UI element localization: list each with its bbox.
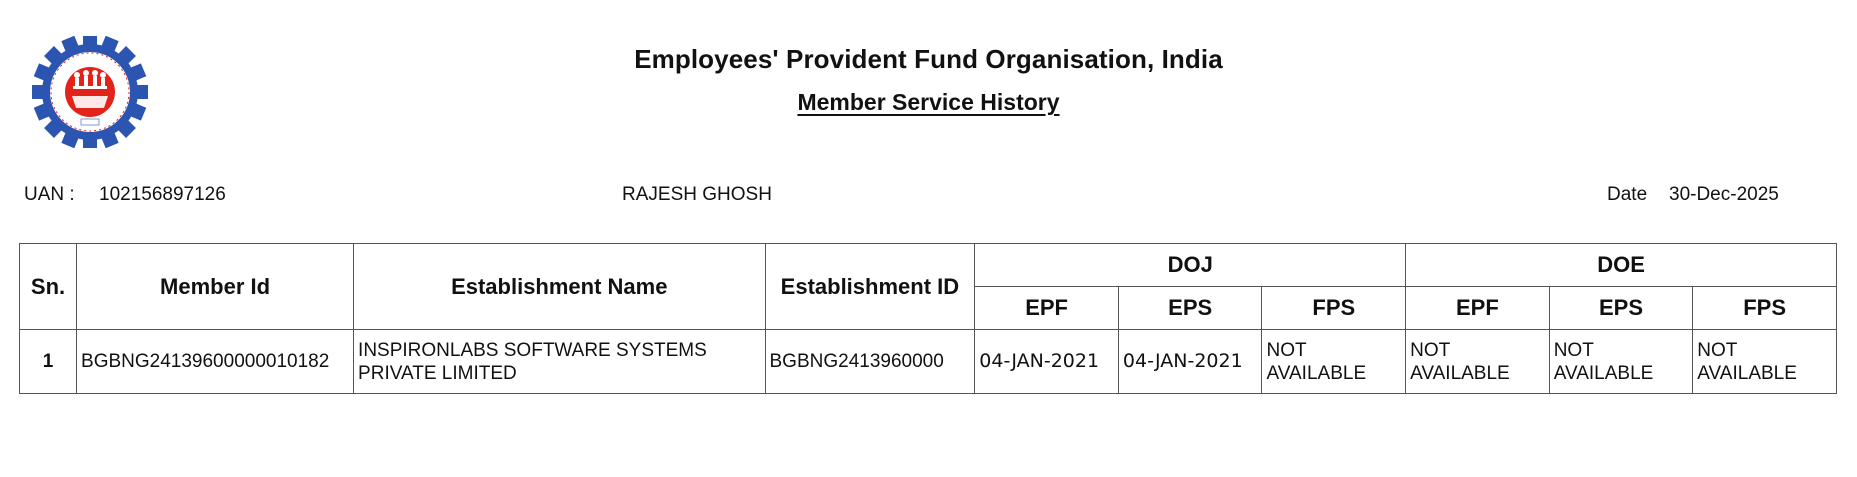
header-doj-fps: FPS — [1262, 287, 1406, 330]
header-doe-eps: EPS — [1549, 287, 1693, 330]
table-header-row — [20, 244, 1837, 287]
cell-sn: 1 — [20, 330, 77, 394]
date-value: 30-Dec-2025 — [1669, 184, 1779, 205]
document-title: Member Service History — [797, 89, 1060, 115]
header-establishment-name: Establishment Name — [354, 244, 765, 330]
cell-doe-epf: NOT AVAILABLE — [1406, 330, 1550, 394]
cell-establishment-name: INSPIRONLABS SOFTWARE SYSTEMS PRIVATE LIMITED — [354, 330, 765, 394]
cell-doe-eps: NOT AVAILABLE — [1549, 330, 1693, 394]
header-doj-eps: EPS — [1118, 287, 1262, 330]
date-label: Date — [1607, 184, 1648, 205]
cell-doj-fps: NOT AVAILABLE — [1262, 330, 1406, 394]
table-row — [20, 330, 1837, 394]
header-member-id: Member Id — [77, 244, 354, 330]
org-title: Employees' Provident Fund Organisation, India — [634, 44, 1223, 74]
uan-value: 102156897126 — [99, 184, 226, 205]
member-name: RAJESH GHOSH — [622, 184, 772, 205]
header-doe-epf: EPF — [1406, 287, 1550, 330]
cell-doe-fps: NOT AVAILABLE — [1693, 330, 1837, 394]
cell-doj-eps: 04-JAN-2021 — [1118, 330, 1262, 394]
header-doj: DOJ — [975, 244, 1406, 287]
header-doj-epf: EPF — [975, 287, 1119, 330]
service-history-table — [19, 243, 1837, 394]
uan-label: UAN : — [24, 184, 75, 205]
header-establishment-id: Establishment ID — [765, 244, 975, 330]
header-doe: DOE — [1406, 244, 1837, 287]
cell-establishment-id: BGBNG2413960000 — [765, 330, 975, 394]
header-sn: Sn. — [20, 244, 77, 330]
cell-doj-epf: 04-JAN-2021 — [975, 330, 1119, 394]
cell-member-id: BGBNG24139600000010182 — [77, 330, 354, 394]
header-doe-fps: FPS — [1693, 287, 1837, 330]
